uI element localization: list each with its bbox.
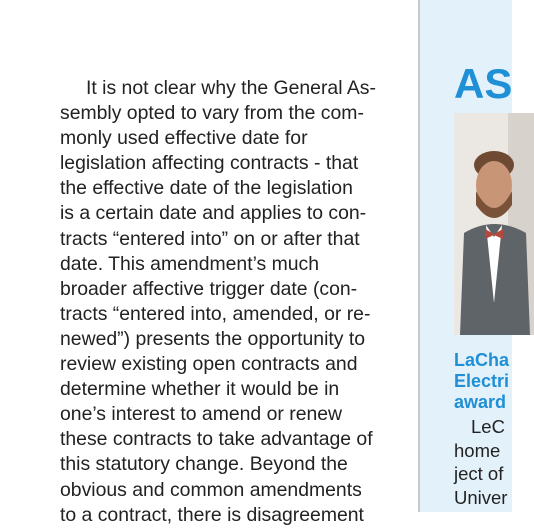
article-line: obvious and common amendments [60,478,362,501]
article-line: to a contract, there is disagreement [60,503,364,526]
article-line: legislation affecting contracts - that [60,152,359,175]
caption-line: award [454,392,507,412]
award-photo [454,113,534,335]
article-line: sembly opted to vary from the com- [60,102,364,125]
caption-line: LaCha [454,350,510,370]
sidebar-body-line: home [454,439,501,461]
article-line: these contracts to take advantage of [60,428,373,451]
sidebar-panel [420,0,512,512]
article-line: tracts “entered into, amended, or re- [60,302,371,325]
sidebar-body-line: Univer [454,486,508,508]
award-caption [454,350,509,413]
article-line: monly used effective date for [60,127,308,150]
article-line: this statutory change. Beyond the [60,453,348,476]
person-photo-illustration [454,113,534,335]
article-line: It is not clear why the General As- [86,77,376,99]
caption-line: Electri [454,371,510,391]
sidebar-body-line: LeC [471,416,505,437]
sidebar-body-text [454,415,507,509]
sidebar-heading: AS [454,60,513,107]
article-line: broader affective trigger date (con- [60,277,358,300]
sidebar-body-line: ject of [454,463,504,485]
article-line: the effective date of the legislation [60,177,353,200]
article-line: one’s interest to amend or renew [60,403,343,426]
article-line: determine whether it would be in [60,378,340,401]
article-line: date. This amendment’s much [60,252,320,275]
article-line: newed”) presents the opportunity to [60,327,366,350]
article-line: review existing open contracts and [60,353,358,376]
article-line: tracts “entered into” on or after that [60,227,360,250]
article-line: is a certain date and applies to con- [60,202,367,225]
article-paragraph [60,76,405,528]
